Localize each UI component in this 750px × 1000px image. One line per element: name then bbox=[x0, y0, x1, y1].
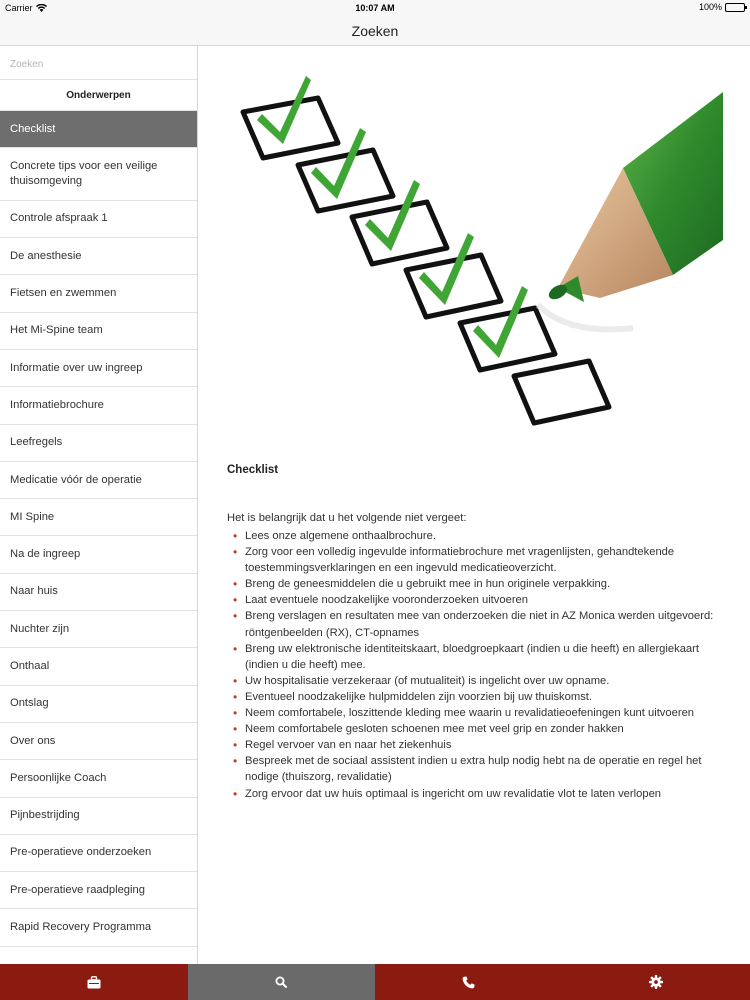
topic-list bbox=[0, 111, 197, 947]
clock: 10:07 AM bbox=[355, 3, 395, 13]
status-bar bbox=[0, 0, 750, 16]
briefcase-icon bbox=[87, 976, 101, 989]
sidebar-item[interactable]: Medicatie vóór de operatie bbox=[0, 462, 197, 499]
sidebar-item[interactable]: Checklist bbox=[0, 111, 197, 148]
sidebar-item[interactable]: Nuchter zijn bbox=[0, 611, 197, 648]
sidebar-item[interactable]: Informatie over uw ingreep bbox=[0, 350, 197, 387]
checklist-item: • Uw hospitalisatie verzekeraar (of mutualiteit) is ingelicht over uw opname. bbox=[233, 673, 733, 689]
sidebar-item[interactable]: Rapid Recovery Programma bbox=[0, 909, 197, 946]
checklist-item: • Breng uw elektronische identiteitskaart, bloedgroepkaart (indien u die heeft) en allergiekaart (indien u die heeft) mee. bbox=[233, 641, 733, 673]
search-input[interactable] bbox=[10, 59, 187, 70]
checklist bbox=[233, 528, 733, 802]
sidebar bbox=[0, 46, 198, 964]
pencil-illustration bbox=[538, 92, 723, 329]
sidebar-item[interactable]: Leefregels bbox=[0, 425, 197, 462]
search-icon bbox=[275, 976, 287, 988]
checklist-illustration bbox=[228, 70, 728, 444]
search-box bbox=[0, 46, 197, 80]
tab-briefcase[interactable] bbox=[0, 964, 188, 1000]
checklist-item: • Laat eventuele noodzakelijke vooronderzoeken uitvoeren bbox=[233, 592, 733, 608]
battery-indicator bbox=[699, 2, 745, 12]
checklist-item: • Neem comfortabele, loszittende kleding mee waarin u revalidatieoefeningen kunt uitvoeren bbox=[233, 705, 733, 721]
sidebar-item[interactable]: Pre-operatieve onderzoeken bbox=[0, 835, 197, 872]
sidebar-item[interactable]: Het Mi-Spine team bbox=[0, 313, 197, 350]
sidebar-item[interactable]: Fietsen en zwemmen bbox=[0, 275, 197, 312]
sidebar-item[interactable]: Informatiebrochure bbox=[0, 387, 197, 424]
battery-icon bbox=[725, 3, 745, 12]
checklist-item: • Zorg voor een volledig ingevulde informatiebrochure met vragenlijsten, gehandtekende toestemmingsverklaringen en een ingevuld medicatieoverzicht. bbox=[233, 544, 733, 576]
sidebar-item[interactable]: Over ons bbox=[0, 723, 197, 760]
checklist-item: • Lees onze algemene onthaalbrochure. bbox=[233, 528, 733, 544]
checklist-item: • Breng verslagen en resultaten mee van onderzoeken die niet in AZ Monica werden uitgevoerd: röntgenbeelden (RX), CT-opnames bbox=[233, 608, 733, 640]
phone-icon bbox=[462, 976, 475, 989]
content-title: Checklist bbox=[227, 464, 279, 476]
checkbox-1 bbox=[243, 76, 338, 158]
intro-text: Het is belangrijk dat u het volgende niet vergeet: bbox=[227, 512, 467, 524]
checklist-item: • Neem comfortabele gesloten schoenen mee met veel grip en zonder hakken bbox=[233, 721, 733, 737]
checklist-item: • Breng de geneesmiddelen die u gebruikt mee in hun originele verpakking. bbox=[233, 576, 733, 592]
tab-settings[interactable] bbox=[563, 964, 750, 1000]
sidebar-item[interactable]: Controle afspraak 1 bbox=[0, 201, 197, 238]
navigation-bar bbox=[0, 16, 750, 46]
checklist-item: • Zorg ervoor dat uw huis optimaal is ingericht om uw revalidatie vlot te laten verlopen bbox=[233, 786, 733, 802]
tab-search[interactable] bbox=[188, 964, 376, 1000]
sidebar-item[interactable]: Ontslag bbox=[0, 686, 197, 723]
checklist-item: • Bespreek met de sociaal assistent indien u extra hulp nodig hebt na de operatie en regel het nodige (thuiszorg, revalidatie) bbox=[233, 753, 733, 785]
checkbox-6 bbox=[514, 361, 609, 423]
tab-phone[interactable] bbox=[375, 964, 563, 1000]
section-header: Onderwerpen bbox=[0, 80, 197, 111]
sidebar-item[interactable]: Pre-operatieve raadpleging bbox=[0, 872, 197, 909]
sidebar-item[interactable]: De anesthesie bbox=[0, 238, 197, 275]
carrier-label: Carrier bbox=[5, 3, 33, 13]
sidebar-item[interactable]: Onthaal bbox=[0, 648, 197, 685]
battery-percent: 100% bbox=[698, 2, 722, 12]
sidebar-item[interactable]: Na de ingreep bbox=[0, 536, 197, 573]
sidebar-item[interactable]: MI Spine bbox=[0, 499, 197, 536]
checklist-item: • Regel vervoer van en naar het ziekenhuis bbox=[233, 737, 733, 753]
page-title: Zoeken bbox=[351, 23, 399, 39]
sidebar-item[interactable]: Naar huis bbox=[0, 574, 197, 611]
sidebar-item[interactable]: Persoonlijke Coach bbox=[0, 760, 197, 797]
sidebar-item[interactable]: Concrete tips voor een veilige thuisomgeving bbox=[0, 148, 197, 201]
checklist-item: • Eventueel noodzakelijke hulpmiddelen zijn voorzien bij uw thuiskomst. bbox=[233, 689, 733, 705]
sidebar-item[interactable]: Pijnbestrijding bbox=[0, 798, 197, 835]
tab-bar bbox=[0, 964, 750, 1000]
content-panel bbox=[198, 46, 750, 964]
gear-icon bbox=[649, 975, 663, 989]
